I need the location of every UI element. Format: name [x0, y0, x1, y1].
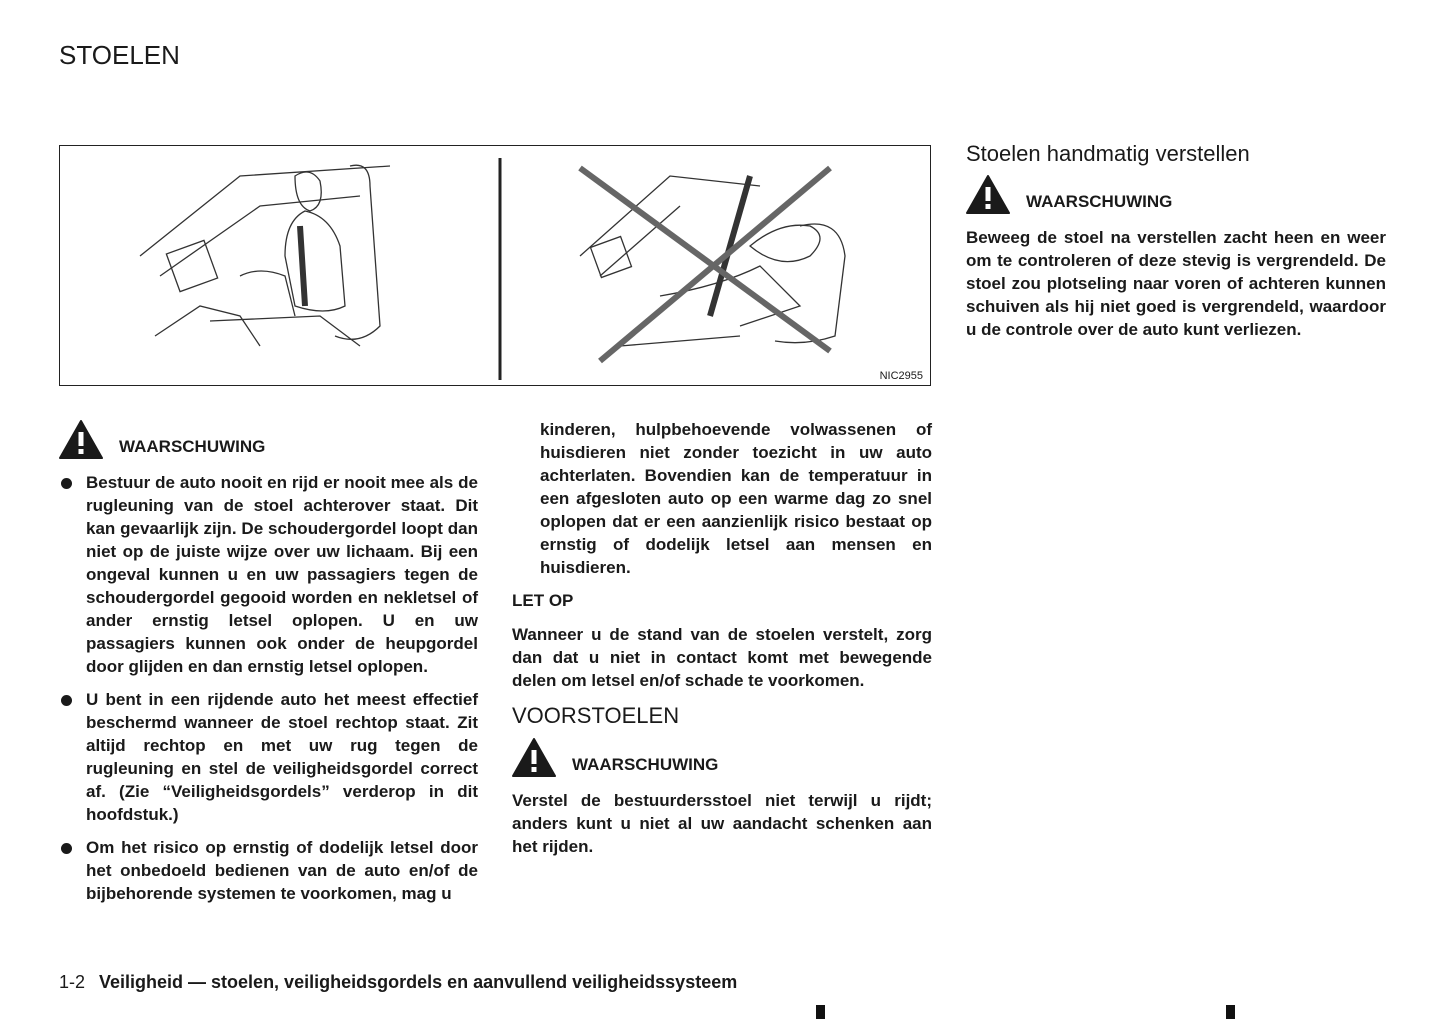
warning-header: [512, 733, 718, 777]
warning-text: Verstel de bestuurdersstoel niet terwijl u rijdt; anders kunt u niet al uw aandacht schenken aan het rijden.: [512, 791, 932, 856]
warning-label: WAARSCHUWING: [1026, 192, 1173, 211]
warning-label: WAARSCHUWING: [119, 437, 266, 456]
page-title: STOELEN: [59, 40, 180, 70]
section-title-voorstoelen: VOORSTOELEN: [512, 703, 680, 728]
warning-header: [59, 415, 478, 459]
chapter-title: Veiligheid — stoelen, veiligheidsgordels en aanvullend veiligheidssysteem: [99, 972, 738, 992]
crop-mark: [816, 1005, 825, 1019]
cross-mark-icon: [580, 168, 830, 361]
continuation-text: kinderen, hulpbehoevende volwassenen of huisdieren niet zonder toezicht in uw auto achterlaten. Bovendien kan de temperatuur in een afgesloten auto op een warme dag zo snel oplopen dat er een aanzienlijk risico bestaat op ernstig of dodelijk letsel aan mensen en huisdieren.: [540, 420, 932, 577]
warning-triangle-icon: [512, 737, 556, 777]
section-title-manual-adjust: Stoelen handmatig verstellen: [966, 141, 1250, 166]
page-number: 1-2: [59, 972, 86, 992]
page-footer: [59, 972, 737, 993]
warning-label: WAARSCHUWING: [572, 755, 719, 774]
seat-position-drawing: [60, 146, 930, 385]
note-text: Wanneer u de stand van de stoelen verstelt, zorg dan dat u niet in contact komt met bewegende delen om letsel en/of schade te voorkomen.: [512, 625, 932, 690]
correct-posture-drawing: [140, 165, 390, 346]
crop-mark: [1226, 1005, 1235, 1019]
warning-bullet: Om het risico op ernstig of dodelijk letsel door het onbedoeld bedienen van de auto en/of de bijbehorende systemen te voorkomen, mag u: [59, 836, 478, 905]
note-title: LET OP: [512, 591, 574, 610]
incorrect-posture-drawing: [580, 176, 845, 346]
warning-text: Beweeg de stoel na verstellen zacht heen en weer om te controleren of deze stevig is vergrendeld. De stoel zou plotseling naar voren of achteren kunnen schuiven als hij niet goed is vergrendeld, waardoor u de controle over de auto kunt verliezen.: [966, 228, 1386, 339]
warning-triangle-icon: [966, 174, 1010, 214]
warning-header: [966, 170, 1172, 214]
warning-bullet: U bent in een rijdende auto het meest effectief beschermd wanneer de stoel rechtop staat. Zit altijd rechtop en met uw rug tegen de rugleuning en stel de veiligheidsgordel correct af. (Zie “Veiligheidsgordels” verderop in dit hoofdstuk.): [59, 688, 478, 826]
figure-code: NIC2955: [879, 370, 923, 382]
warning-triangle-icon: [59, 419, 103, 459]
warning-bullet: Bestuur de auto nooit en rijd er nooit mee als de rugleuning van de stoel achterover staat. Dit kan gevaarlijk zijn. De schoudergordel loopt dan niet op de juiste wijze over uw lichaam. Bij een ongeval kunnen u en uw passagiers tegen de schoudergordel gegooid worden en nekletsel of ander ernstig letsel oplopen. U en uw passagiers kunnen ook onder de heupgordel door glijden en dan ernstig letsel oplopen.: [59, 471, 478, 678]
column-1: [59, 415, 478, 915]
seat-illustration: [59, 145, 931, 386]
